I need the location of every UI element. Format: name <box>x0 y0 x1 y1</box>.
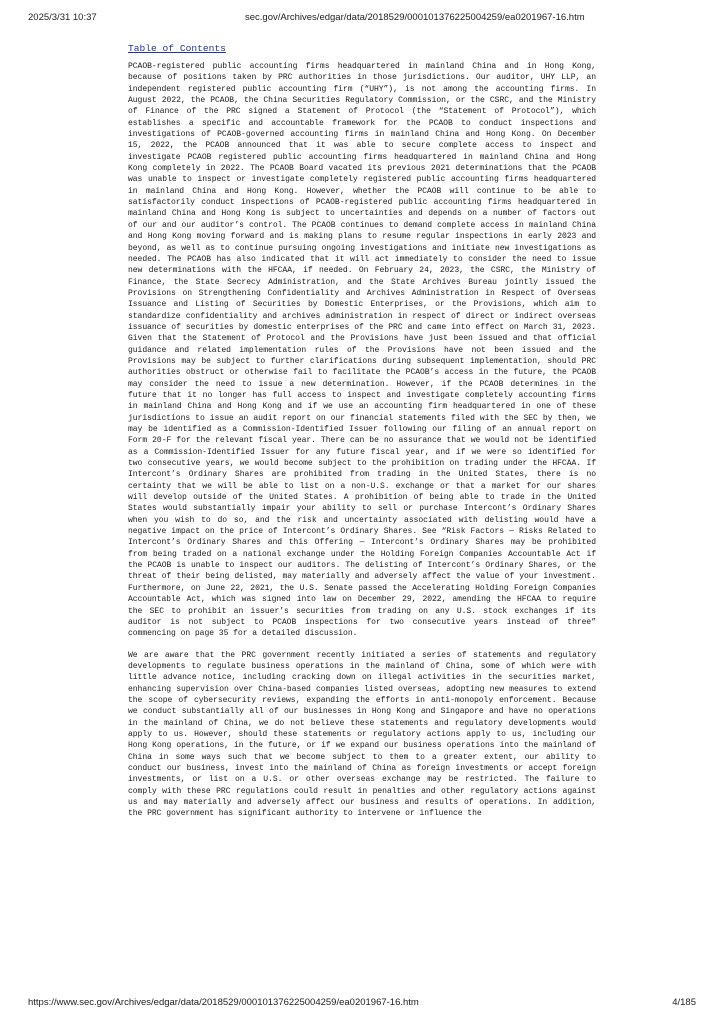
table-of-contents-link[interactable]: Table of Contents <box>128 43 226 54</box>
paragraph-prc-regulatory: We are aware that the PRC government recently initiated a series of statements and regulatory developments to regulate business operations in the mainland of China, some of which were with little advance notice, including cracking down on illegal activities in the securities market, enhancing supervision over China-based companies listed overseas, adopting new measures to extend the scope of cybersecurity reviews, expanding the efforts in anti-monopoly enforcement. Because we conduct substantially all of our businesses in Hong Kong and Singapore and have no operations in the mainland of China, we do not believe these statements and regulatory developments would apply to us. However, should these statements or regulatory actions apply to us, including our Hong Kong operations, in the future, or if we expand our business operations into the mainland of China in some ways such that we become subject to them to a greater extent, our ability to conduct our business, invest into the mainland of China as foreign investments or accept foreign investments, or list on a U.S. or other overseas exchange may be restricted. The failure to comply with these PRC regulations could result in penalties and other regulatory actions against us and may materially and adversely affect our business and results of operations. In addition, the PRC government has significant authority to intervene or influence the <box>128 650 596 819</box>
document-body <box>128 61 596 820</box>
paragraph-pcaob-access: PCAOB-registered public accounting firms headquartered in mainland China and in Hong Kong, because of positions taken by PRC authorities in those jurisdictions. Our auditor, UHY LLP, an independent registered public accounting firm (“UHY”), is not among the accounting firms. In August 2022, the PCAOB, the China Securities Regulatory Commission, or the CSRC, and the Ministry of Finance of the PRC signed a Statement of Protocol (the “Statement of Protocol”), which establishes a specific and accountable framework for the PCAOB to conduct inspections and investigations of PCAOB-governed accounting firms in mainland China and Hong Kong. On December 15, 2022, the PCAOB announced that it was able to secure complete access to inspect and investigate PCAOB registered public accounting firms headquartered in mainland China and Hong Kong completely in 2022. The PCAOB Board vacated its previous 2021 determinations that the PCAOB was unable to inspect or investigate completely registered public accounting firms headquartered in mainland China and Hong Kong. However, whether the PCAOB will continue to be able to satisfactorily conduct inspections of PCAOB-registered public accounting firms headquartered in mainland China and Hong Kong is subject to uncertainties and depends on a number of factors out of our and our auditor’s control. The PCAOB continues to demand complete access in mainland China and Hong Kong moving forward and is making plans to resume regular inspections in early 2023 and beyond, as well as to continue pursuing ongoing investigations and initiate new investigations as needed. The PCAOB has also indicated that it will act immediately to consider the need to issue new determinations with the HFCAA, if needed. On February 24, 2023, the CSRC, the Ministry of Finance, the State Secrecy Administration, and the State Archives Bureau jointly issued the Provisions on Strengthening Confidentiality and Archives Administration in Respect of Overseas Issuance and Listing of Securities by Domestic Enterprises, or the Provisions, which aim to standardize confidentiality and archives administration in respect of direct or indirect overseas issuance of securities by domestic enterprises of the PRC and came into effect on March 31, 2023. Given that the Statement of Protocol and the Provisions have just been issued and that official guidance and related implementation rules of the Provisions have not been issued and the Provisions may be subject to further clarifications during subsequent implementation, should PRC authorities obstruct or otherwise fail to facilitate the PCAOB’s access in the future, the PCAOB may consider the need to issue a new determination. However, if the PCAOB determines in the future that it no longer has full access to inspect and investigate completely accounting firms in mainland China and Hong Kong and if we use an accounting firm headquartered in one of these jurisdictions to issue an audit report on our financial statements filed with the SEC by then, we may be identified as a Commission-Identified Issuer following our filing of an annual report on Form 20-F for the relevant fiscal year. There can be no assurance that we would not be identified as a Commission-Identified Issuer for any future fiscal year, and if we were so identified for two consecutive years, we would become subject to the prohibition on trading under the HFCAA. If Intercont’s Ordinary Shares are prohibited from trading in the United States, there is no certainty that we will be able to list on a non-U.S. exchange or that a market for our shares will develop outside of the United States. A prohibition of being able to trade in the United States would substantially impair your ability to sell or purchase Intercont’s Ordinary Shares when you wish to do so, and the risk and uncertainty associated with delisting would have a negative impact on the price of Intercont’s Ordinary Shares. See “Risk Factors — Risks Related to Intercont’s Ordinary Shares and this Offering — Intercont’s Ordinary Shares may be prohibited from being traded on a national exchange under the Holding Foreign Companies Accountable Act if the PCAOB is unable to inspect our auditors. The delisting of Intercont’s Ordinary Shares, or the threat of their being delisted, may materially and adversely affect the value of your investment. Furthermore, on June 22, 2021, the U.S. Senate passed the Accelerating Holding Foreign Companies Accountable Act, which was signed into law on December 29, 2022, amending the HFCAA to require the SEC to prohibit an issuer’s securities from trading on any U.S. stock exchanges if its auditor is not subject to PCAOB inspections for two consecutive years instead of three” commencing on page 35 for a detailed discussion. <box>128 62 596 639</box>
print-url: https://www.sec.gov/Archives/edgar/data/2018529/000101376225004259/ea0201967-16.htm <box>28 997 419 1008</box>
print-datetime: 2025/3/31 10:37 <box>28 12 97 23</box>
print-page-title: sec.gov/Archives/edgar/data/2018529/000101376225004259/ea0201967-16.htm <box>245 12 585 23</box>
print-page-number: 4/185 <box>672 997 696 1008</box>
